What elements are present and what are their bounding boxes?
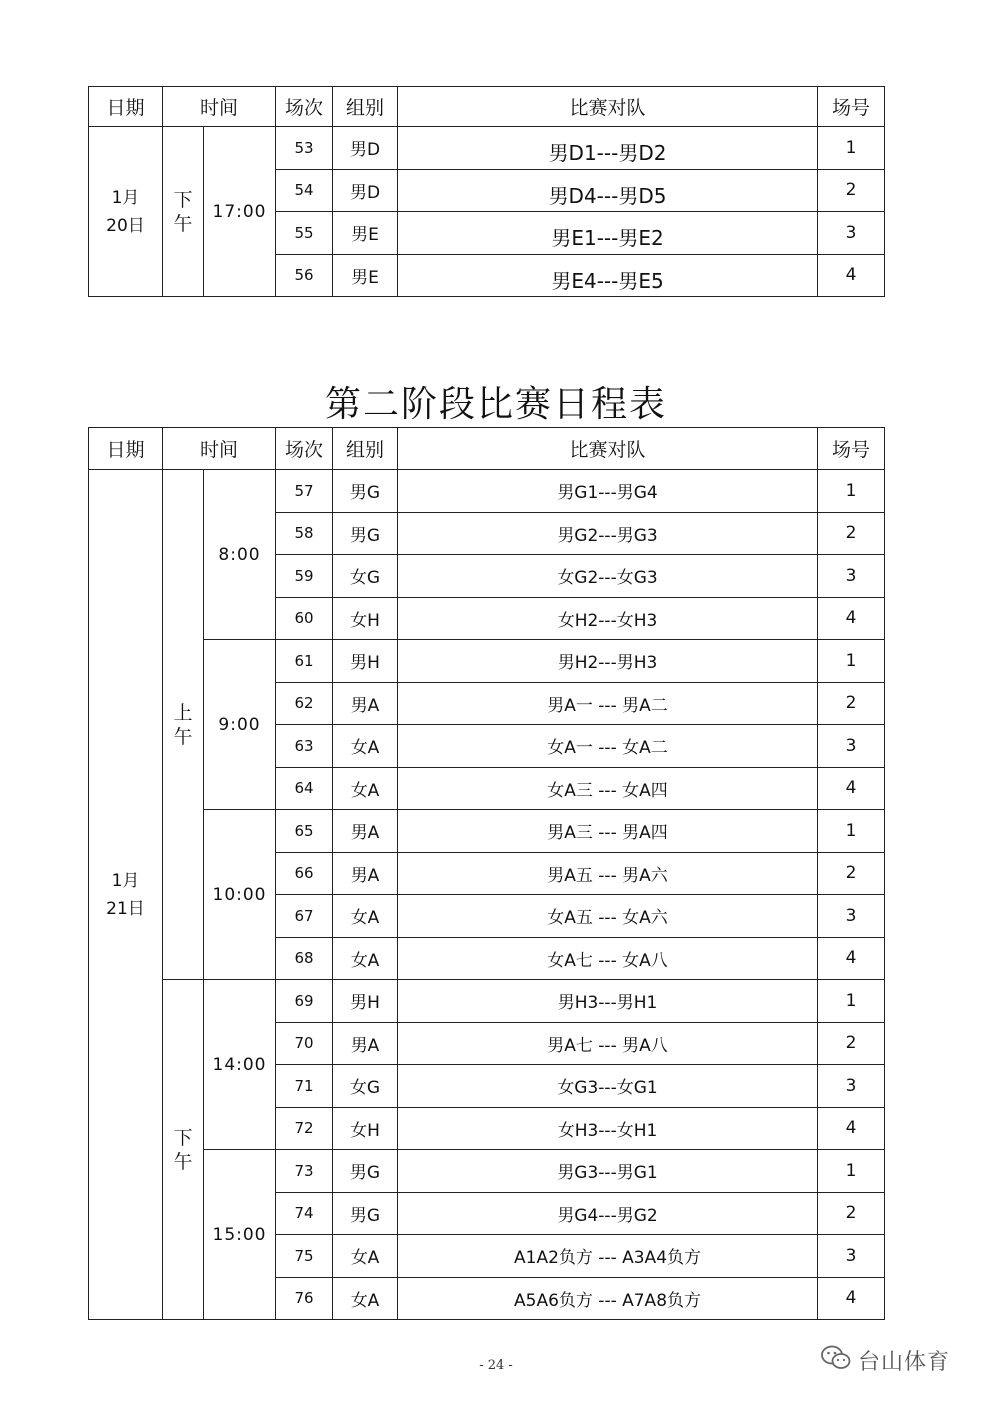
header-match-no: 场次: [276, 428, 333, 470]
teams-cell: 男E1---男E2: [398, 212, 818, 255]
match-no-cell: 67: [276, 895, 333, 938]
teams-cell: 女G3---女G1: [398, 1065, 818, 1108]
match-no-cell: 56: [276, 254, 333, 297]
table-row: [89, 810, 885, 853]
court-cell: 2: [818, 1022, 885, 1065]
teams-cell: 女A一 --- 女A二: [398, 725, 818, 768]
match-no-cell: 70: [276, 1022, 333, 1065]
court-cell: 2: [818, 1192, 885, 1235]
header-group: 组别: [333, 428, 398, 470]
match-no-cell: 75: [276, 1235, 333, 1278]
match-no-cell: 65: [276, 810, 333, 853]
group-cell: 男G: [333, 512, 398, 555]
teams-cell: A1A2负方 --- A3A4负方: [398, 1235, 818, 1278]
match-no-cell: 58: [276, 512, 333, 555]
teams-cell: A5A6负方 --- A7A8负方: [398, 1277, 818, 1320]
match-no-cell: 66: [276, 852, 333, 895]
group-cell: 女A: [333, 767, 398, 810]
group-cell: 女H: [333, 1107, 398, 1150]
court-cell: 1: [818, 810, 885, 853]
court-cell: 3: [818, 895, 885, 938]
court-cell: 2: [818, 852, 885, 895]
time-cell: 9:00: [204, 640, 276, 810]
table-row: [89, 470, 885, 513]
teams-cell: 男G3---男G1: [398, 1150, 818, 1193]
match-no-cell: 76: [276, 1277, 333, 1320]
group-cell: 男D: [333, 169, 398, 212]
session-am-cell: 上 午: [163, 470, 204, 980]
time-cell: 17:00: [204, 127, 276, 297]
header-time: 时间: [163, 87, 276, 127]
group-cell: 男G: [333, 470, 398, 513]
watermark: [820, 1342, 950, 1378]
group-cell: 女A: [333, 937, 398, 980]
session-cell: 下 午: [163, 127, 204, 297]
header-match-no: 场次: [276, 87, 333, 127]
match-no-cell: 62: [276, 682, 333, 725]
header-date: 日期: [89, 87, 163, 127]
date-cell: 1月 21日: [89, 470, 163, 1320]
wechat-icon: [820, 1344, 852, 1376]
teams-cell: 女H2---女H3: [398, 597, 818, 640]
court-cell: 2: [818, 682, 885, 725]
header-date: 日期: [89, 428, 163, 470]
teams-cell: 男G2---男G3: [398, 512, 818, 555]
teams-cell: 男H3---男H1: [398, 980, 818, 1023]
group-cell: 男H: [333, 640, 398, 683]
teams-cell: 男A三 --- 男A四: [398, 810, 818, 853]
match-no-cell: 63: [276, 725, 333, 768]
match-no-cell: 64: [276, 767, 333, 810]
match-no-cell: 61: [276, 640, 333, 683]
date-cell: 1月 20日: [89, 127, 163, 297]
teams-cell: 男H2---男H3: [398, 640, 818, 683]
court-cell: 4: [818, 597, 885, 640]
teams-cell: 男A五 --- 男A六: [398, 852, 818, 895]
match-no-cell: 71: [276, 1065, 333, 1108]
schedule-table-stage1: [88, 86, 885, 297]
teams-cell: 女A七 --- 女A八: [398, 937, 818, 980]
teams-cell: 男G1---男G4: [398, 470, 818, 513]
teams-cell: 男A一 --- 男A二: [398, 682, 818, 725]
table-header-row: [89, 87, 885, 127]
court-cell: 2: [818, 169, 885, 212]
teams-cell: 女H3---女H1: [398, 1107, 818, 1150]
match-no-cell: 60: [276, 597, 333, 640]
table-row: [89, 127, 885, 170]
match-no-cell: 73: [276, 1150, 333, 1193]
header-group: 组别: [333, 87, 398, 127]
court-cell: 4: [818, 254, 885, 297]
group-cell: 男G: [333, 1150, 398, 1193]
match-no-cell: 72: [276, 1107, 333, 1150]
time-cell: 10:00: [204, 810, 276, 980]
teams-cell: 男A七 --- 男A八: [398, 1022, 818, 1065]
time-cell: 8:00: [204, 470, 276, 640]
court-cell: 3: [818, 555, 885, 598]
watermark-text: 台山体育: [858, 1349, 951, 1375]
stage2-schedule-title: 第二阶段比赛日程表: [324, 384, 667, 425]
court-cell: 4: [818, 1277, 885, 1320]
teams-cell: 女G2---女G3: [398, 555, 818, 598]
group-cell: 男A: [333, 810, 398, 853]
teams-cell: 男D1---男D2: [398, 127, 818, 170]
group-cell: 女A: [333, 1277, 398, 1320]
court-cell: 4: [818, 937, 885, 980]
teams-cell: 男D4---男D5: [398, 169, 818, 212]
header-time: 时间: [163, 428, 276, 470]
header-teams: 比赛对队: [398, 87, 818, 127]
schedule-table-stage2: [88, 427, 885, 1320]
time-cell: 14:00: [204, 980, 276, 1150]
time-cell: 15:00: [204, 1150, 276, 1320]
match-no-cell: 53: [276, 127, 333, 170]
group-cell: 女G: [333, 555, 398, 598]
match-no-cell: 68: [276, 937, 333, 980]
court-cell: 4: [818, 1107, 885, 1150]
teams-cell: 男E4---男E5: [398, 254, 818, 297]
court-cell: 3: [818, 212, 885, 255]
group-cell: 女A: [333, 1235, 398, 1278]
court-cell: 1: [818, 980, 885, 1023]
court-cell: 1: [818, 470, 885, 513]
teams-cell: 女A五 --- 女A六: [398, 895, 818, 938]
page-number: - 24 -: [479, 1358, 513, 1373]
court-cell: 2: [818, 512, 885, 555]
group-cell: 男D: [333, 127, 398, 170]
group-cell: 男A: [333, 682, 398, 725]
court-cell: 3: [818, 725, 885, 768]
group-cell: 男A: [333, 852, 398, 895]
court-cell: 4: [818, 767, 885, 810]
group-cell: 男G: [333, 1192, 398, 1235]
table-row: [89, 980, 885, 1023]
teams-cell: 女A三 --- 女A四: [398, 767, 818, 810]
group-cell: 男E: [333, 254, 398, 297]
match-no-cell: 59: [276, 555, 333, 598]
header-court: 场号: [818, 428, 885, 470]
match-no-cell: 54: [276, 169, 333, 212]
group-cell: 男A: [333, 1022, 398, 1065]
court-cell: 3: [818, 1065, 885, 1108]
group-cell: 男H: [333, 980, 398, 1023]
match-no-cell: 57: [276, 470, 333, 513]
group-cell: 女A: [333, 895, 398, 938]
table-header-row: [89, 428, 885, 470]
header-court: 场号: [818, 87, 885, 127]
match-no-cell: 69: [276, 980, 333, 1023]
match-no-cell: 74: [276, 1192, 333, 1235]
group-cell: 女A: [333, 725, 398, 768]
match-no-cell: 55: [276, 212, 333, 255]
header-teams: 比赛对队: [398, 428, 818, 470]
court-cell: 1: [818, 640, 885, 683]
court-cell: 3: [818, 1235, 885, 1278]
group-cell: 女H: [333, 597, 398, 640]
session-pm-cell: 下 午: [163, 980, 204, 1320]
teams-cell: 男G4---男G2: [398, 1192, 818, 1235]
court-cell: 1: [818, 127, 885, 170]
group-cell: 男E: [333, 212, 398, 255]
court-cell: 1: [818, 1150, 885, 1193]
table-row: [89, 640, 885, 683]
table-row: [89, 1150, 885, 1193]
group-cell: 女G: [333, 1065, 398, 1108]
